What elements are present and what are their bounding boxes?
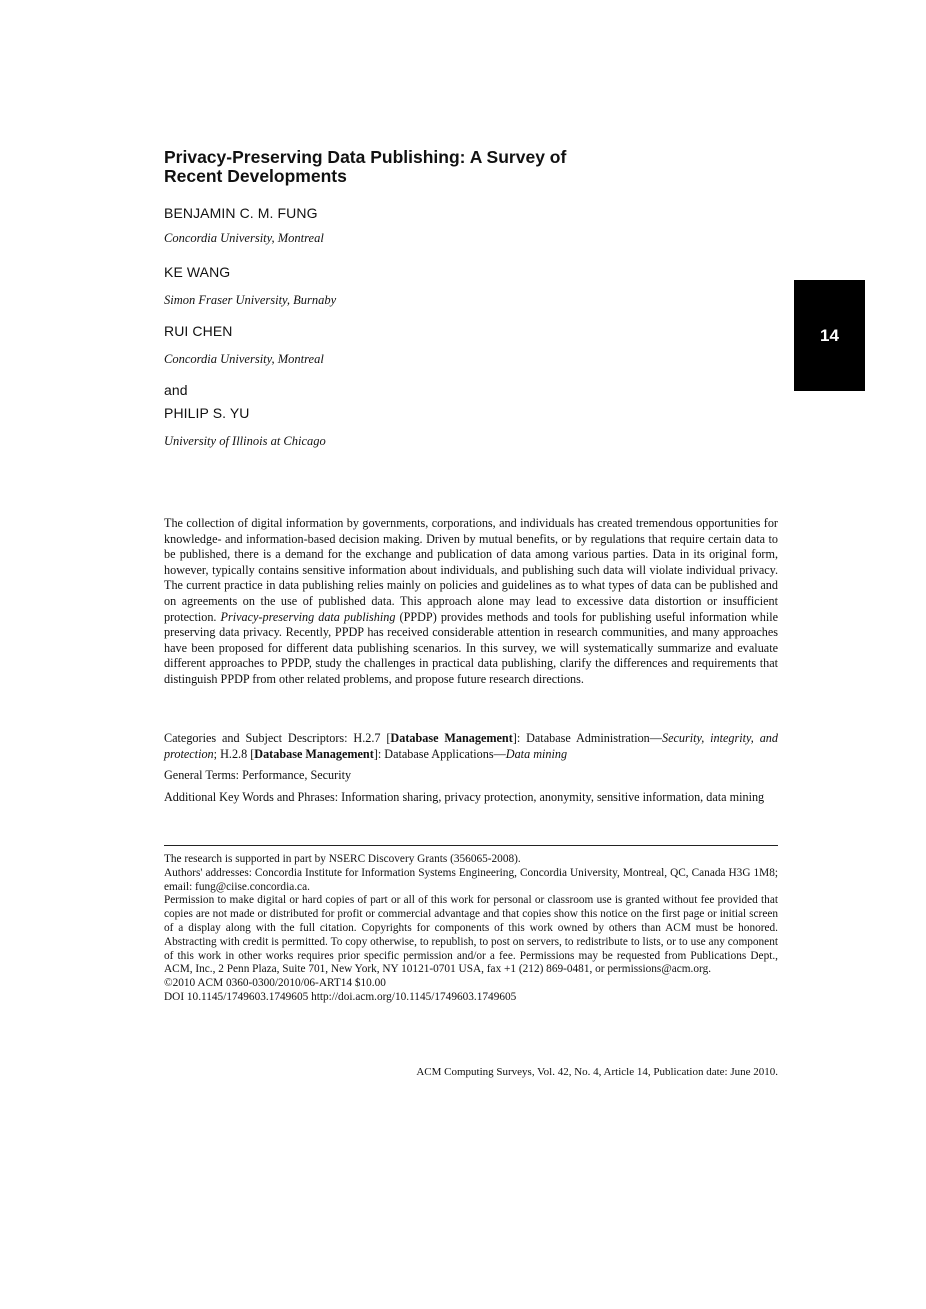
categories-security: Security, integrity, and protection [164,731,778,761]
abstract-part-2: (PPDP) provides methods and tools for publishing useful information while preserving data privacy. Recently, PPDP has received considerable attention in research communities, and many approaches have been proposed for different data publishing scenarios. In this survey, we will systematically summarize and evaluate different approaches to PPDP, study the challenges in practical data publishing, clarify the differences and requirements that distinguish PPDP from other related problems, and propose future research directions. [164,609,779,686]
article-number-tab [794,280,865,391]
ppdp-term: Privacy-preserving data publishing [220,609,396,624]
author-name-3: RUI CHEN [164,323,233,339]
author-name-1: BENJAMIN C. M. FUNG [164,205,318,221]
categories-mid1: ]: Database Administration— [512,731,662,745]
article-number: 14 [820,325,839,345]
general-terms: General Terms: Performance, Security [164,768,352,782]
and-connector: and [164,382,188,398]
categories-mid3: ]: Database Applications— [373,746,506,761]
author-affiliation-2: Simon Fraser University, Burnaby [164,293,337,307]
keywords: Additional Key Words and Phrases: Information sharing, privacy protection, anonymity, sensitive information, data mining [164,790,765,804]
categories [164,731,778,762]
abstract [164,516,778,688]
categories-data-mining: Data mining [505,746,568,761]
author-affiliation-3: Concordia University, Montreal [164,352,324,366]
footnote-doi: DOI 10.1145/1749603.1749605 http://doi.acm.org/10.1145/1749603.1749605 [164,990,517,1003]
footnote-rule [164,845,778,846]
categories-prefix: Categories and Subject Descriptors: H.2.7 [ [164,731,391,745]
author-name-2: KE WANG [164,264,231,280]
footnote-addresses: Authors' addresses: Concordia Institute for Information Systems Engineering, Concordia University, Montreal, QC, Canada H3G 1M8; email: fung@ciise.concordia.ca. [164,866,778,893]
author-name-4: PHILIP S. YU [164,405,250,421]
categories-db1: Database Management [390,731,513,745]
footnote-support: The research is supported in part by NSERC Discovery Grants (356065-2008). [164,853,521,865]
categories-db2: Database Management [254,746,374,761]
footnote-permission: Permission to make digital or hard copies of part or all of this work for personal or classroom use is granted without fee provided that copies are not made or distributed for profit or commercial advantage and that copies show this notice on the first page or initial screen of a display along with the full citation. Copyrights for components of this work owned by others than ACM must be honored. Abstracting with credit is permitted. To copy otherwise, to republish, to post on servers, to redistribute to lists, or to use any component of this work in other works requires prior specific permission and/or a fee. Permissions may be requested from Publications Dept., ACM, Inc., 2 Penn Plaza, Suite 701, New York, NY 10121-0701 USA, fax +1 (212) 869-0481, or permissions@acm.org. [164,894,778,976]
paper-title: Privacy-Preserving Data Publishing: A Survey of Recent Developments [164,147,567,186]
footnotes [164,853,778,1005]
publication-line: ACM Computing Surveys, Vol. 42, No. 4, Article 14, Publication date: June 2010. [416,1066,778,1078]
author-affiliation-1: Concordia University, Montreal [164,231,324,245]
footnote-copyright: ©2010 ACM 0360-0300/2010/06-ART14 $10.00 [164,977,386,990]
abstract-part-1: The collection of digital information by governments, corporations, and individuals has created tremendous opportunities for knowledge- and information-based decision making. Driven by mutual benefits, or by regulations that require certain data to be published, there is a demand for the exchange and publication of data among various parties. Data in its original form, however, typically contains sensitive information about individuals, and publishing such data will violate individual privacy. The current practice in data publishing relies mainly on policies and guidelines as to what types of data can be published and on agreements on the use of published data. This approach alone may lead to excessive data distortion or insufficient protection. [164,516,778,624]
categories-mid2: ; H.2.8 [ [213,746,255,761]
author-affiliation-4: University of Illinois at Chicago [164,434,326,448]
